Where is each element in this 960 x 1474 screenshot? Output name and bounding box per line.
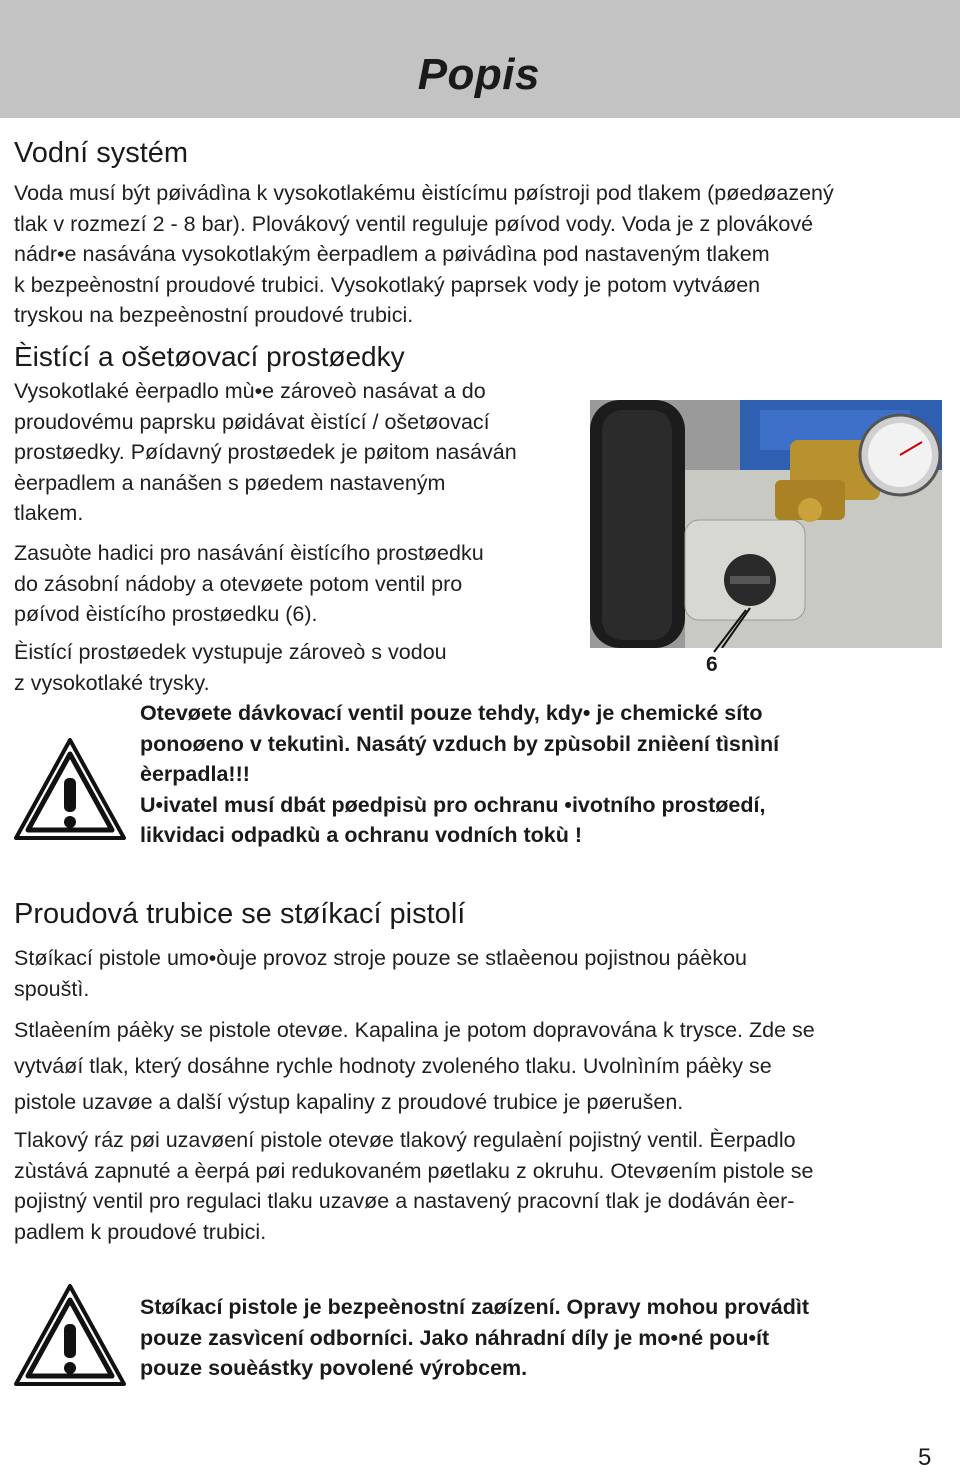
text-line: èerpadlem a nanášen s pøedem nastaveným (14, 470, 446, 495)
warning-line: èerpadla!!! (140, 762, 250, 786)
warning-line: likvidaci odpadkù a ochranu vodních tokù ! (140, 823, 583, 847)
text-line: Voda musí být pøivádìna k vysokotlakému èistícímu pøístroji pod tlakem (pøedøazený (14, 181, 834, 205)
water-system-heading: Vodní systém (14, 137, 189, 169)
text-line: tlak v rozmezí 2 - 8 bar). Plovákový ventil reguluje pøívod vody. Voda je z plovákové (14, 211, 814, 236)
text-line: Zasuòte hadici pro nasávání èistícího prostøedku (14, 541, 484, 565)
cleaning-agents-text (14, 376, 584, 529)
text-line: prostøedky. Pøídavný prostøedek je pøitom nasáván (14, 440, 517, 464)
text-line: Tlakový ráz pøi uzavøení pistole otevøe tlakový regulaèní pojistný ventil. Èerpadlo (14, 1128, 796, 1152)
text-line: pojistný ventil pro regulaci tlaku uzavøe a nastavený pracovní tlak je dodáván èer- (14, 1189, 795, 1213)
text-line: k bezpeènostní proudové trubici. Vysokotlaký paprsek vody je potom vytváøen (14, 272, 761, 297)
warning-icon (12, 736, 128, 842)
warning-1-text (140, 698, 940, 851)
text-line: Èistící prostøedek vystupuje zároveò s vodou (14, 640, 447, 664)
warning-icon (12, 1282, 128, 1388)
text-line: pøívod èistícího prostøedku (6). (14, 602, 318, 626)
text-line: padlem k proudové trubici. (14, 1219, 267, 1244)
pump-photo (590, 400, 942, 648)
warning-line: ponoøeno v tekutinì. Nasátý vzduch by zpùsobil znièení tìsnìní (140, 731, 780, 756)
cleaning-agents-heading: Èistící a ošetøovací prostøedky (14, 341, 405, 372)
warning-line: pouze souèástky povolené výrobcem. (140, 1356, 528, 1380)
spray-lance-heading: Proudová trubice se støíkací pistolí (14, 898, 466, 930)
warning-line: U•ivatel musí dbát pøedpisù pro ochranu •ivotního prostøedí, (140, 792, 766, 817)
text-line: Stlaèením páèky se pistole otevøe. Kapalina je potom dopravována k trysce. Zde se (14, 1018, 815, 1042)
warning-line: Otevøete dávkovací ventil pouze tehdy, kdy• je chemické síto (140, 701, 763, 725)
page-title: Popis (417, 50, 540, 99)
warning-line: Støíkací pistole je bezpeènostní zaøízení. Opravy mohou provádìt (140, 1295, 810, 1319)
text-line: pistole uzavøe a další výstup kapaliny z proudové trubice je pøerušen. (14, 1090, 684, 1114)
spray-lance-p3 (14, 1125, 944, 1247)
cleaning-hose-text (14, 538, 584, 630)
text-line: Støíkací pistole umo•òuje provoz stroje pouze se stlaèenou pojistnou páèkou (14, 946, 747, 970)
spray-lance-p1 (14, 943, 944, 1004)
spray-lance-p2 (14, 1012, 944, 1120)
cleaning-output-text (14, 637, 584, 698)
text-line: Vysokotlaké èerpadlo mù•e zároveò nasávat a do (14, 379, 486, 403)
warning-2-text (140, 1292, 940, 1384)
text-line: tryskou na bezpeènostní proudové trubici. (14, 303, 414, 327)
water-system-text (14, 178, 944, 331)
pump-illustration (590, 400, 942, 648)
text-line: proudovému paprsku pøidávat èistící / ošetøovací (14, 409, 490, 434)
text-line: spouštì. (14, 976, 90, 1001)
warning-line: pouze zasvìcení odborníci. Jako náhradní díly je mo•né pou•ít (140, 1325, 770, 1350)
text-line: nádr•e nasávána vysokotlakým èerpadlem a pøivádìna pod nastaveným tlakem (14, 242, 770, 266)
text-line: do zásobní nádoby a otevøete potom ventil pro (14, 571, 463, 596)
page-number: 5 (918, 1444, 932, 1471)
callout-line (710, 606, 750, 656)
text-line: z vysokotlaké trysky. (14, 670, 210, 695)
text-line: vytváøí tlak, který dosáhne rychle hodnoty zvoleného tlaku. Uvolnìním páèky se (14, 1054, 772, 1078)
callout-label-6: 6 (706, 653, 718, 676)
text-line: tlakem. (14, 501, 84, 525)
text-line: zùstává zapnuté a èerpá pøi redukovaném pøetlaku z okruhu. Otevøením pistole se (14, 1158, 814, 1183)
